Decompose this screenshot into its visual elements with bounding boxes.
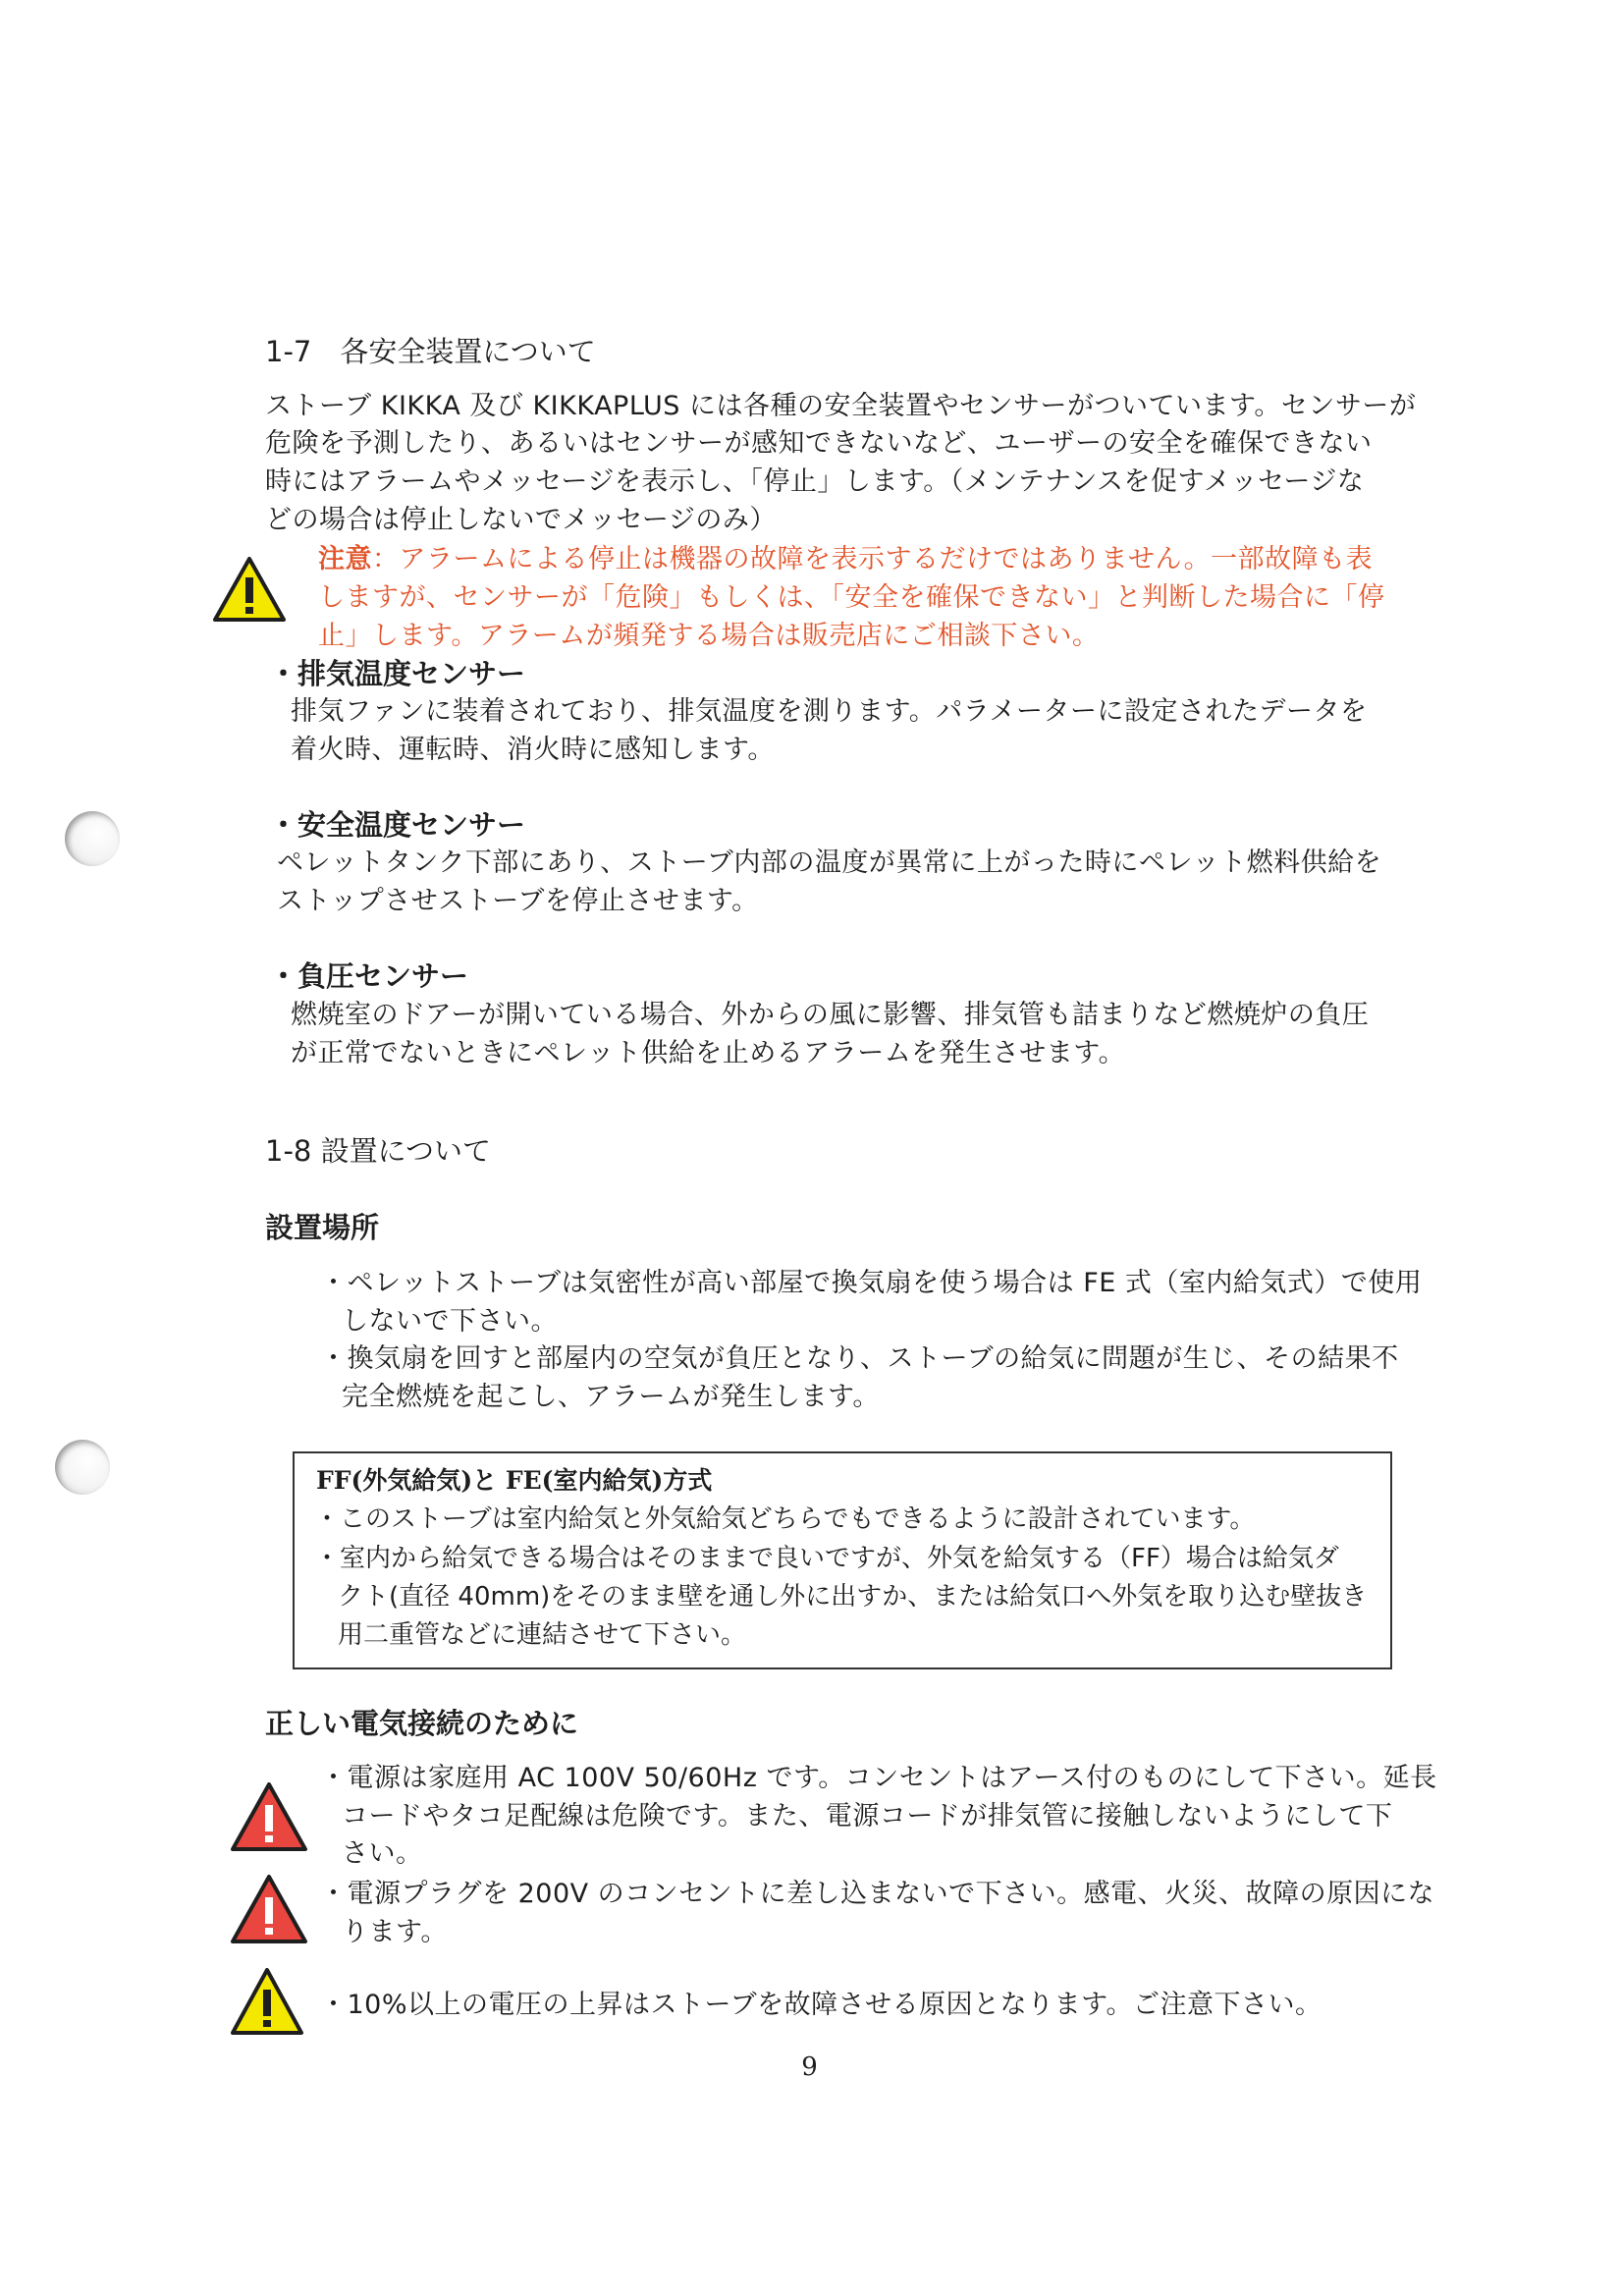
caution-line [318, 540, 1373, 579]
box-line: 用二重管などに連結させて下さい。 [338, 1620, 747, 1650]
sensor-desc-line: 着火時、運転時、消火時に感知します。 [291, 735, 775, 765]
intro-line: 危険を予測したり、あるいはセンサーが感知できないなど、ユーザーの安全を確保できない [265, 428, 1373, 459]
danger-icon [230, 1781, 308, 1852]
section-heading-1-8: 1-8 設置について [265, 1134, 492, 1168]
electric-item-line: ・10%以上の電圧の上昇はストーブを故障させる原因となります。ご注意下さい。 [320, 1990, 1322, 2020]
intro-line: 時にはアラームやメッセージを表示し、「停止」します。（メンテナンスを促すメッセージな [265, 466, 1365, 497]
location-bullet-line: ・ペレットストーブは気密性が高い部屋で換気扇を使う場合は FE 式（室内給気式）で使用 [320, 1268, 1423, 1298]
page-number: 9 [801, 2052, 818, 2082]
electric-item-line: ・電源は家庭用 AC 100V 50/60Hz です。コンセントはアース付のものにして下さい。延長 [320, 1763, 1437, 1793]
punch-hole-top [65, 811, 120, 866]
sensor-title-exhaust: ・排気温度センサー [269, 657, 526, 690]
electric-item-line: ります。 [342, 1917, 448, 1947]
danger-icon [230, 1874, 308, 1944]
location-bullet-line: しないで下さい。 [342, 1306, 558, 1337]
electric-item-line: コードやタコ足配線は危険です。また、電源コードが排気管に接触しないようにして下 [342, 1801, 1393, 1831]
warning-icon [212, 556, 287, 623]
sensor-desc-line: ペレットタンク下部にあり、ストーブ内部の温度が異常に上がった時にペレット燃料供給を [277, 847, 1382, 878]
sensor-desc-line: ストップさせストーブを停止させます。 [277, 886, 759, 916]
box-title: FF(外気給気)と FE(室内給気)方式 [316, 1466, 713, 1495]
sensor-title-safety: ・安全温度センサー [269, 808, 526, 842]
caution-label: 注意 [318, 544, 372, 574]
section-heading-1-7: 1-7 各安全装置について [265, 335, 596, 368]
intro-line: ストーブ KIKKA 及び KIKKAPLUS には各種の安全装置やセンサーがついています。センサーが [265, 391, 1417, 421]
electric-heading: 正しい電気接続のために [265, 1707, 579, 1740]
ff-fe-info-box [293, 1451, 1392, 1669]
electric-item-line: ・電源プラグを 200V のコンセントに差し込まないで下さい。感電、火災、故障の原因にな [320, 1879, 1435, 1909]
punch-hole-bottom [55, 1440, 110, 1495]
sensor-desc-line: 排気ファンに装着されており、排気温度を測ります。パラメーターに設定されたデータを [291, 696, 1368, 727]
box-line: クト(直径 40mm)をそのまま壁を通し外に出すか、または給気口へ外気を取り込む壁抜き [338, 1582, 1368, 1612]
box-line: ・室内から給気できる場合はそのままで良いですが、外気を給気する（FF）場合は給気ダ [314, 1544, 1339, 1573]
warning-icon [230, 1967, 304, 2036]
caution-text: ：アラームによる停止は機器の故障を表示するだけではありません。一部故障も表 [372, 544, 1374, 574]
sensor-title-pressure: ・負圧センサー [269, 959, 469, 993]
box-line: ・このストーブは室内給気と外気給気どちらでもできるように設計されています。 [314, 1504, 1256, 1534]
caution-line: しますが、センサーが「危険」もしくは、「安全を確保できない」と判断した場合に「停 [318, 582, 1385, 613]
sensor-desc-line: 燃焼室のドアーが開いている場合、外からの風に影響、排気管も詰まりなど燃焼炉の負圧 [291, 1000, 1370, 1030]
location-bullet-line: 完全燃焼を起こし、アラームが発生します。 [342, 1382, 880, 1412]
location-heading: 設置場所 [265, 1211, 380, 1244]
intro-line: どの場合は停止しないでメッセージのみ） [265, 505, 777, 535]
electric-item-line: さい。 [342, 1838, 423, 1869]
location-bullet-line: ・換気扇を回すと部屋内の空気が負圧となり、ストーブの給気に問題が生じ、その結果不 [320, 1343, 1399, 1374]
sensor-desc-line: が正常でないときにペレット供給を止めるアラームを発生させます。 [291, 1038, 1126, 1068]
caution-line: 止」します。アラームが頻発する場合は販売店にご相談下さい。 [318, 621, 1100, 651]
